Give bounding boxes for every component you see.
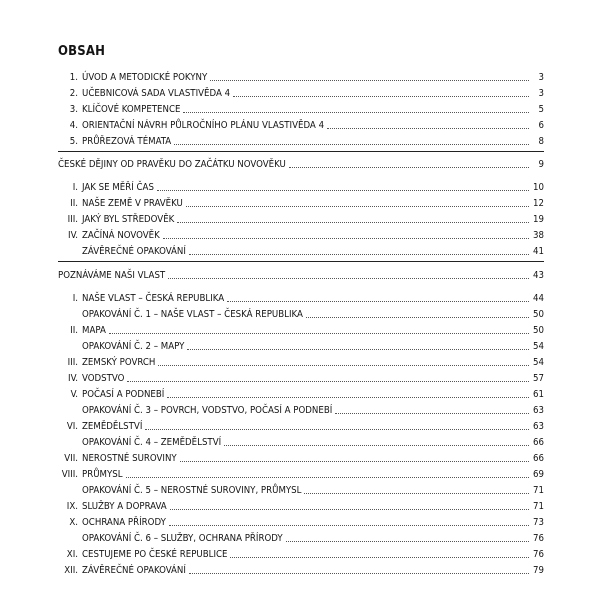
entry-page: 6 <box>538 120 544 131</box>
toc-entry[interactable] <box>58 369 544 385</box>
toc-entry[interactable] <box>58 449 544 465</box>
entry-title: JAK SE MĚŘÍ ČAS <box>82 182 154 193</box>
section-title: ČESKÉ DĚJINY OD PRAVĚKU DO ZAČÁTKU NOVOVĚKU <box>58 159 286 170</box>
dot-leader <box>233 95 529 97</box>
toc-entry[interactable] <box>58 401 544 417</box>
entry-page: 63 <box>533 405 544 416</box>
entry-page: 44 <box>533 293 544 304</box>
entry-page: 38 <box>533 230 544 241</box>
dot-leader <box>157 189 529 191</box>
dot-leader <box>145 428 529 430</box>
toc-entry[interactable] <box>58 433 544 449</box>
dot-leader <box>170 508 529 510</box>
entry-page: 76 <box>533 549 544 560</box>
toc-entry[interactable] <box>58 321 544 337</box>
entry-number: V. <box>70 389 78 400</box>
entry-number: VII. <box>64 453 78 464</box>
entry-title: SLUŽBY A DOPRAVA <box>82 501 167 512</box>
dot-leader <box>227 300 529 302</box>
toc-entry[interactable] <box>58 481 544 497</box>
entry-page: 19 <box>533 214 544 225</box>
entry-number: VI. <box>66 421 78 432</box>
entry-title: OPAKOVÁNÍ Č. 3 – POVRCH, VODSTVO, POČASÍ A PODNEBÍ <box>82 405 333 416</box>
entry-title: OPAKOVÁNÍ Č. 4 – ZEMĚDĚLSTVÍ <box>82 437 222 448</box>
entry-number: I. <box>72 293 78 304</box>
toc-entry[interactable] <box>58 289 544 305</box>
entry-page: 71 <box>533 485 544 496</box>
entry-page: 63 <box>533 421 544 432</box>
toc-entry[interactable] <box>58 513 544 529</box>
entry-number: II. <box>70 198 78 209</box>
entry-title: UČEBNICOVÁ SADA VLASTIVĚDA 4 <box>82 88 231 99</box>
entry-number: 4. <box>69 120 78 131</box>
entry-page: 5 <box>538 104 544 115</box>
section-title: POZNÁVÁME NAŠI VLAST <box>58 270 166 281</box>
entry-number: 3. <box>69 104 78 115</box>
entry-page: 66 <box>533 437 544 448</box>
entry-page: 54 <box>533 341 544 352</box>
section-page: 43 <box>533 270 544 281</box>
toc-section-heading[interactable] <box>58 266 544 282</box>
entry-number: XI. <box>66 549 78 560</box>
dot-leader <box>189 572 529 574</box>
entry-page: 66 <box>533 453 544 464</box>
entry-page: 79 <box>533 565 544 576</box>
dot-leader <box>327 127 529 129</box>
dot-leader <box>304 492 529 494</box>
toc-entry[interactable] <box>58 385 544 401</box>
dot-leader <box>126 476 529 478</box>
entry-title: JAKÝ BYL STŘEDOVĚK <box>82 214 175 225</box>
dot-leader <box>183 111 529 113</box>
toc-entry[interactable] <box>58 353 544 369</box>
dot-leader <box>189 253 529 255</box>
toc-entry[interactable] <box>58 305 544 321</box>
dot-leader <box>127 380 529 382</box>
toc-entry[interactable] <box>58 529 544 545</box>
dot-leader <box>177 221 529 223</box>
toc-entry[interactable] <box>58 84 544 100</box>
entry-number: XII. <box>64 565 78 576</box>
toc-heading: OBSAH <box>58 44 106 59</box>
entry-page: 76 <box>533 533 544 544</box>
entry-number: IV. <box>68 373 78 384</box>
entry-number: IV. <box>68 230 78 241</box>
entry-page: 69 <box>533 469 544 480</box>
dot-leader <box>168 277 529 279</box>
toc-entry[interactable] <box>58 242 544 258</box>
dot-leader <box>109 332 529 334</box>
dot-leader <box>167 396 529 398</box>
entry-number: IX. <box>66 501 78 512</box>
section-divider <box>58 261 544 262</box>
dot-leader <box>224 444 529 446</box>
entry-title: NAŠE ZEMĚ V PRAVĚKU <box>82 198 183 209</box>
dot-leader <box>180 460 529 462</box>
dot-leader <box>230 556 529 558</box>
entry-title: KLÍČOVÉ KOMPETENCE <box>82 104 181 115</box>
entry-title: NAŠE VLAST – ČESKÁ REPUBLIKA <box>82 293 225 304</box>
entry-page: 41 <box>533 246 544 257</box>
entry-number: 1. <box>69 72 78 83</box>
entry-title: ZEMĚDĚLSTVÍ <box>82 421 143 432</box>
toc-entry[interactable] <box>58 561 544 577</box>
entry-number: VIII. <box>61 469 78 480</box>
entry-title: PRŮŘEZOVÁ TÉMATA <box>82 136 172 147</box>
entry-number: I. <box>72 182 78 193</box>
entry-number: II. <box>70 325 78 336</box>
entry-number: III. <box>67 357 78 368</box>
dot-leader <box>289 166 529 168</box>
dot-leader <box>169 524 529 526</box>
entry-number: X. <box>69 517 78 528</box>
entry-title: OPAKOVÁNÍ Č. 5 – NEROSTNÉ SUROVINY, PRŮMYSL <box>82 485 302 496</box>
entry-title: PRŮMYSL <box>82 469 123 480</box>
dot-leader <box>335 412 529 414</box>
entry-number: 5. <box>69 136 78 147</box>
entry-page: 50 <box>533 325 544 336</box>
section-divider <box>58 151 544 152</box>
dot-leader <box>306 316 529 318</box>
toc-entry[interactable] <box>58 116 544 132</box>
entry-number: 2. <box>69 88 78 99</box>
entry-page: 3 <box>538 72 544 83</box>
toc-section-heading[interactable] <box>58 155 544 171</box>
entry-title: VODSTVO <box>82 373 125 384</box>
entry-page: 54 <box>533 357 544 368</box>
toc-entry[interactable] <box>58 210 544 226</box>
entry-title: CESTUJEME PO ČESKÉ REPUBLICE <box>82 549 228 560</box>
entry-page: 61 <box>533 389 544 400</box>
section-page: 9 <box>538 159 544 170</box>
toc-entry[interactable] <box>58 178 544 194</box>
entry-title: POČASÍ A PODNEBÍ <box>82 389 165 400</box>
toc-entry[interactable] <box>58 68 544 84</box>
entry-page: 57 <box>533 373 544 384</box>
toc-entry[interactable] <box>58 132 544 148</box>
entry-title: NEROSTNÉ SUROVINY <box>82 453 177 464</box>
entry-page: 8 <box>538 136 544 147</box>
toc-entry[interactable] <box>58 545 544 561</box>
entry-title: ZAČÍNÁ NOVOVĚK <box>82 230 160 241</box>
entry-title: OCHRANA PŘÍRODY <box>82 517 166 528</box>
dot-leader <box>174 143 529 145</box>
entry-page: 50 <box>533 309 544 320</box>
dot-leader <box>186 205 529 207</box>
dot-leader <box>187 348 529 350</box>
toc-entry[interactable] <box>58 497 544 513</box>
entry-page: 12 <box>533 198 544 209</box>
entry-title: OPAKOVÁNÍ Č. 1 – NAŠE VLAST – ČESKÁ REPUBLIKA <box>82 309 303 320</box>
toc-entry[interactable] <box>58 465 544 481</box>
toc-entry[interactable] <box>58 337 544 353</box>
entry-page: 3 <box>538 88 544 99</box>
entry-page: 73 <box>533 517 544 528</box>
entry-title: OPAKOVÁNÍ Č. 6 – SLUŽBY, OCHRANA PŘÍRODY <box>82 533 283 544</box>
entry-page: 71 <box>533 501 544 512</box>
entry-page: 10 <box>533 182 544 193</box>
toc-entry[interactable] <box>58 417 544 433</box>
entry-title: ZÁVĚREČNÉ OPAKOVÁNÍ <box>82 565 186 576</box>
dot-leader <box>163 237 529 239</box>
dot-leader <box>210 79 529 81</box>
entry-title: ZEMSKÝ POVRCH <box>82 357 156 368</box>
entry-title: ORIENTAČNÍ NÁVRH PŮLROČNÍHO PLÁNU VLASTIVĚDA 4 <box>82 120 325 131</box>
dot-leader <box>158 364 529 366</box>
entry-number: III. <box>67 214 78 225</box>
entry-title: ZÁVĚREČNÉ OPAKOVÁNÍ <box>82 246 186 257</box>
toc-entry[interactable] <box>58 226 544 242</box>
entry-title: OPAKOVÁNÍ Č. 2 – MAPY <box>82 341 185 352</box>
dot-leader <box>286 540 529 542</box>
toc-entry[interactable] <box>58 194 544 210</box>
entry-title: MAPA <box>82 325 106 336</box>
toc-entry[interactable] <box>58 100 544 116</box>
entry-title: ÚVOD A METODICKÉ POKYNY <box>82 72 208 83</box>
